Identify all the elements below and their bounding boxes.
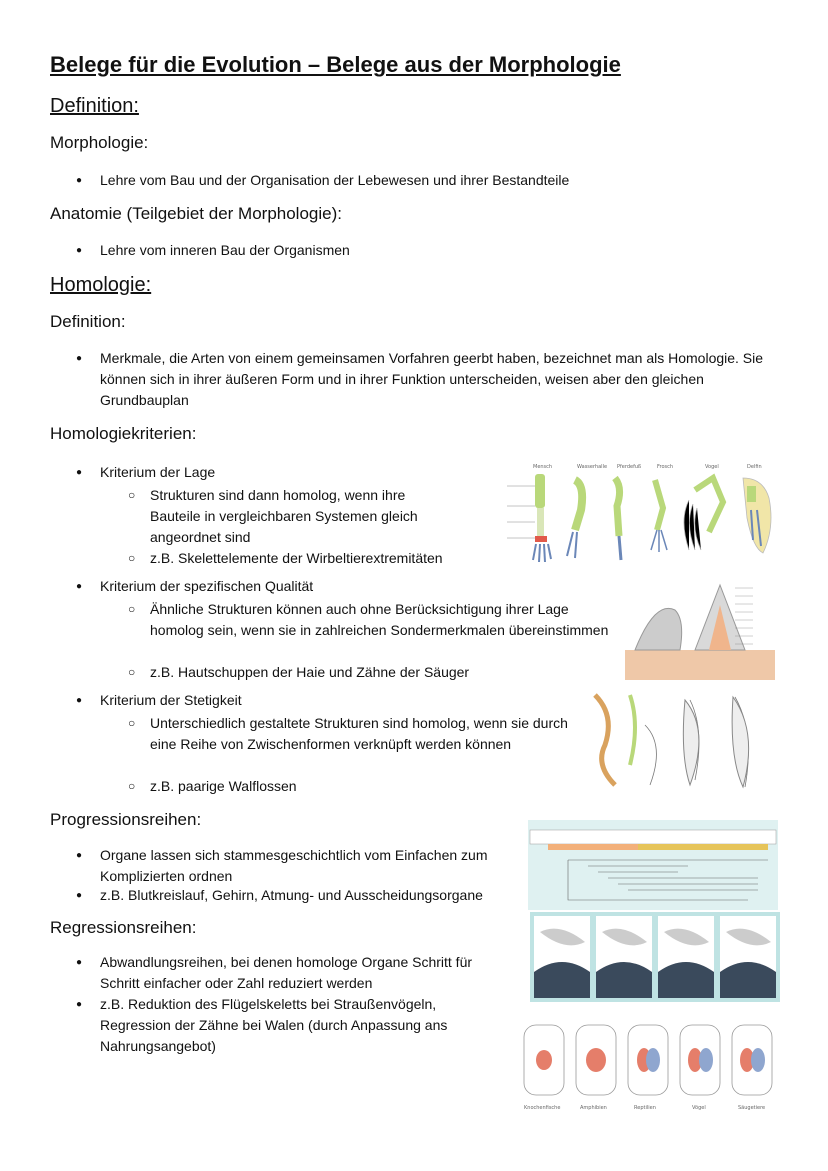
anatomie-label: Anatomie (Teilgebiet der Morphologie):: [50, 204, 342, 223]
whale-jaw-figure: [530, 912, 780, 1002]
whale-evolution-figure: [585, 685, 780, 800]
heart-label: Vögel: [692, 1105, 706, 1111]
kriterium-qualitaet-beispiel: ○ z.B. Hautschuppen der Haie und Zähne der Säuger: [150, 662, 550, 683]
homologie-heading: Homologie:: [50, 274, 152, 296]
anatomie-item: ● Lehre vom inneren Bau der Organismen: [100, 240, 780, 261]
kriterium-qualitaet: ● Kriterium der spezifischen Qualität: [100, 576, 520, 597]
definition-heading: Definition:: [50, 95, 139, 117]
regressionsreihen-heading: Regressionsreihen:: [50, 918, 197, 937]
progressionsreihen-heading: Progressionsreihen:: [50, 810, 202, 829]
regression-item-2: ● z.B. Reduktion des Flügelskeletts bei Straußenvögeln, Regression der Zähne bei Walen (durch Anpassung ans Nahrungsangebot): [100, 994, 500, 1057]
homologiekriterien-label: Homologiekriterien:: [50, 424, 197, 443]
morphologie-item: ● Lehre vom Bau und der Organisation der Lebewesen und ihrer Bestandteile: [100, 170, 780, 191]
kriterium-stetigkeit-beispiel: ○ z.B. paarige Walflossen: [150, 776, 450, 797]
kriterium-lage: ● Kriterium der Lage: [100, 462, 480, 483]
limb-skeleton-figure: [485, 460, 780, 565]
kriterium-lage-beispiel: ○ z.B. Skelettelemente der Wirbeltierextremitäten: [150, 548, 490, 569]
heart-label: Amphibien: [580, 1105, 607, 1111]
limb-label: Frosch: [657, 464, 674, 470]
homologie-definition-label: Definition:: [50, 312, 126, 331]
limb-label: Mensch: [533, 464, 553, 470]
heart-circulation-figure: [518, 1015, 780, 1115]
page-title: Belege für die Evolution – Belege aus der Morphologie: [50, 52, 621, 77]
progression-item-2: ● z.B. Blutkreislauf, Gehirn, Atmung- und Ausscheidungsorgane: [100, 885, 530, 906]
homologie-definition-item: ● Merkmale, die Arten von einem gemeinsamen Vorfahren geerbt haben, bezeichnet man als Homologie. Sie können sich in ihrer äußeren Form und in ihrer Funktion unterscheiden, weisen aber den gleichen Grundbauplan: [100, 348, 790, 411]
limb-label: Vogel: [705, 464, 719, 470]
kriterium-lage-text: ○ Strukturen sind dann homolog, wenn ihre Bauteile in vergleichbaren Systemen gleich angeordnet sind: [150, 485, 450, 548]
limb-label: Delfin: [747, 464, 762, 470]
heart-label: Reptilien: [634, 1105, 656, 1111]
scale-tooth-figure: [625, 580, 775, 680]
heart-label: Säugetiere: [738, 1105, 766, 1111]
timeline-figure: [528, 820, 778, 910]
kriterium-qualitaet-text: ○ Ähnliche Strukturen können auch ohne Berücksichtigung ihrer Lage homolog sein, wenn sie in zahlreichen Sondermerkmalen übereinstimmen: [150, 599, 620, 641]
morphologie-label: Morphologie:: [50, 133, 149, 152]
kriterium-stetigkeit: ● Kriterium der Stetigkeit: [100, 690, 520, 711]
kriterium-stetigkeit-text: ○ Unterschiedlich gestaltete Strukturen sind homolog, wenn sie durch eine Reihe von Zwischenformen verknüpft werden können: [150, 713, 580, 755]
regression-item-1: ● Abwandlungsreihen, bei denen homologe Organe Schritt für Schritt einfacher oder Zahl reduziert werden: [100, 952, 515, 994]
limb-label: Pferdefuß: [617, 464, 642, 470]
limb-label: Wasserhalle: [577, 464, 608, 470]
heart-label: Knochenfische: [524, 1105, 561, 1111]
progression-item-1: ● Organe lassen sich stammesgeschichtlich vom Einfachen zum Komplizierten ordnen: [100, 845, 520, 887]
